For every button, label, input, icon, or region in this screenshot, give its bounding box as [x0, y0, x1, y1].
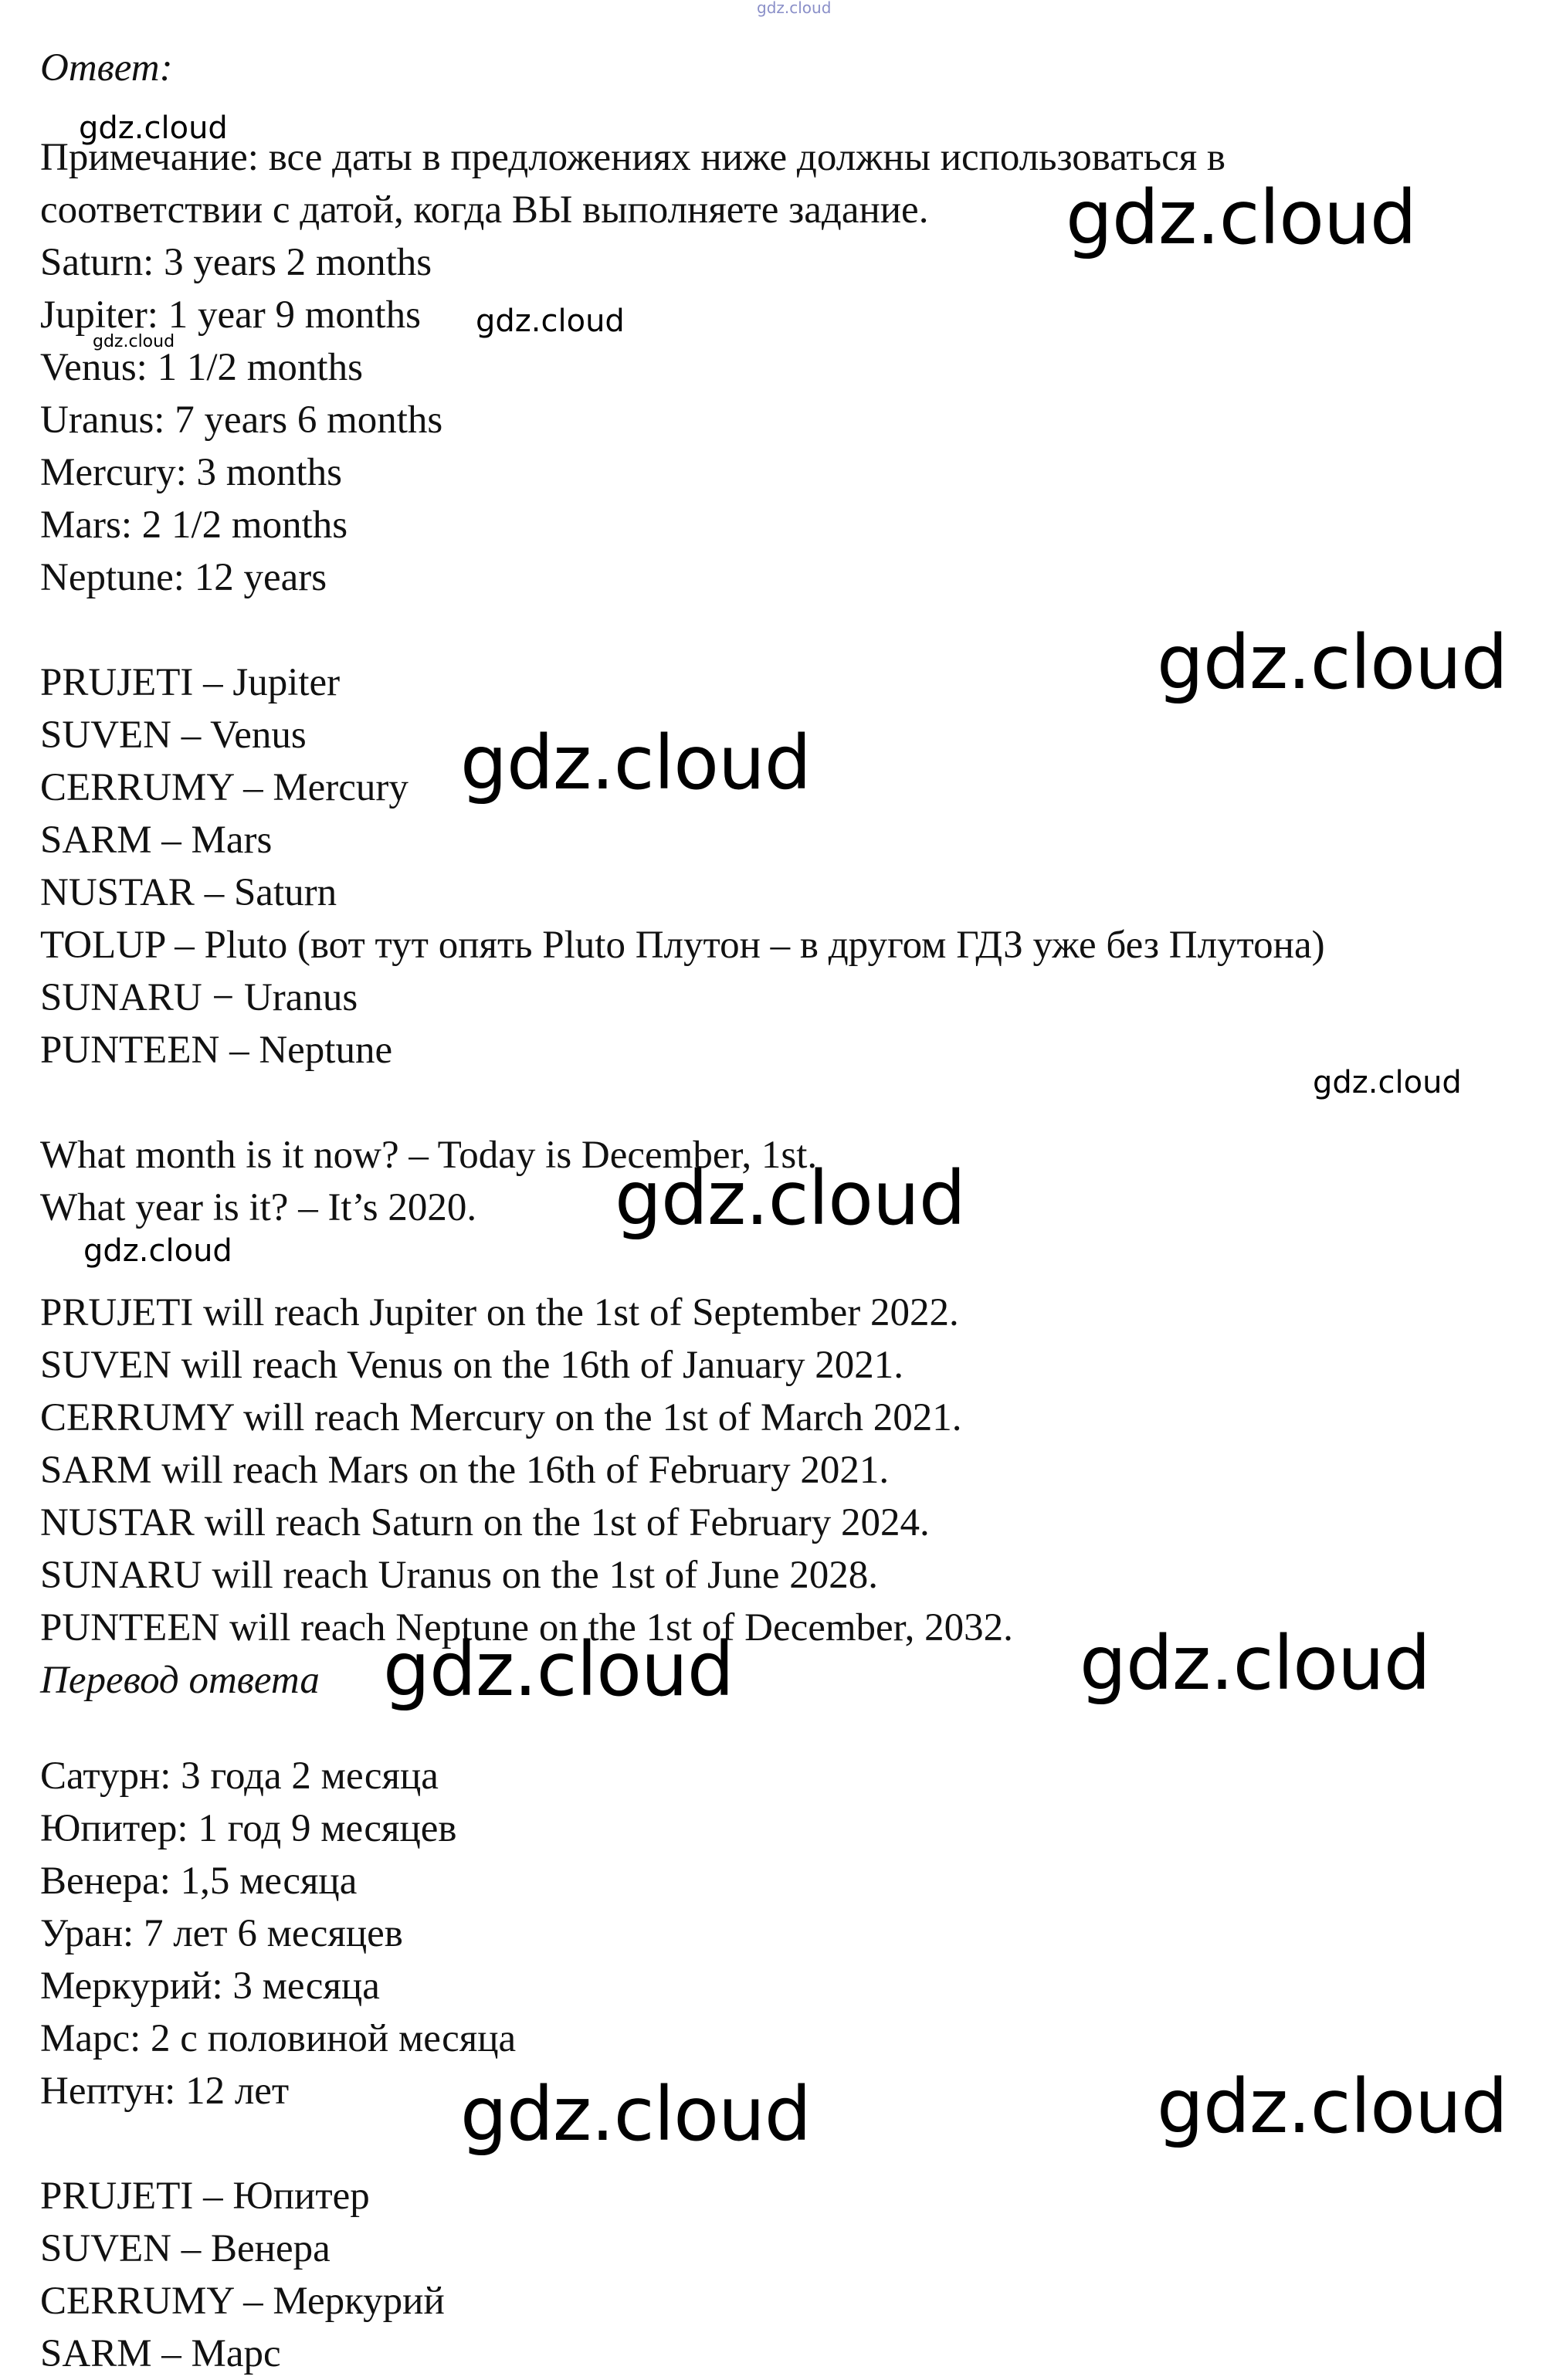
anagram-line: SUVEN – Venus — [40, 714, 307, 757]
anagram-line: PRUJETI – Jupiter — [40, 661, 341, 704]
translation-anagram-line: SARM – Марс — [40, 2332, 281, 2375]
watermark: gdz.cloud — [1313, 1065, 1462, 1100]
question-line: What month is it now? – Today is December, 1st. — [40, 1134, 818, 1177]
anagram-line: NUSTAR – Saturn — [40, 871, 337, 914]
anagram-line: SARM – Mars — [40, 819, 273, 862]
watermark: gdz.cloud — [1066, 175, 1416, 261]
duration-line: Neptune: 12 years — [40, 556, 327, 599]
anagram-line: PUNTEEN – Neptune — [40, 1029, 393, 1072]
arrival-line: SUVEN will reach Venus on the 16th of January 2021. — [40, 1344, 904, 1387]
watermark: gdz.cloud — [460, 2071, 811, 2158]
translation-duration-line: Юпитер: 1 год 9 месяцев — [40, 1807, 457, 1850]
duration-line: Uranus: 7 years 6 months — [40, 398, 443, 442]
note-line: соответствии с датой, когда ВЫ выполняете задание. — [40, 188, 929, 232]
watermark: gdz.cloud — [757, 0, 832, 17]
translation-duration-line: Уран: 7 лет 6 месяцев — [40, 1912, 403, 1955]
translation-duration-line: Венера: 1,5 месяца — [40, 1860, 358, 1903]
anagram-line: TOLUP – Pluto (вот тут опять Pluto Плутон – в другом ГДЗ уже без Плутона) — [40, 924, 1325, 967]
translation-anagram-line: SUVEN – Венера — [40, 2227, 331, 2270]
watermark: gdz.cloud — [79, 110, 228, 146]
translation-duration-line: Нептун: 12 лет — [40, 2070, 290, 2113]
note-line: Примечание: все даты в предложениях ниже должны использоваться в — [40, 136, 1226, 179]
watermark: gdz.cloud — [460, 720, 811, 806]
arrival-line: NUSTAR will reach Saturn on the 1st of February 2024. — [40, 1501, 930, 1544]
translation-duration-line: Меркурий: 3 месяца — [40, 1965, 380, 2008]
arrival-line: PUNTEEN will reach Neptune on the 1st of December, 2032. — [40, 1606, 1013, 1649]
watermark: gdz.cloud — [83, 1233, 232, 1269]
arrival-line: CERRUMY will reach Mercury on the 1st of March 2021. — [40, 1396, 962, 1439]
translation-duration-line: Сатурн: 3 года 2 месяца — [40, 1754, 439, 1798]
translation-anagram-line: PRUJETI – Юпитер — [40, 2175, 370, 2218]
anagram-line: SUNARU − Uranus — [40, 976, 358, 1019]
translation-anagram-line: CERRUMY – Меркурий — [40, 2280, 445, 2323]
duration-line: Jupiter: 1 year 9 months — [40, 293, 421, 337]
arrival-line: SARM will reach Mars on the 16th of February 2021. — [40, 1449, 890, 1492]
watermark: gdz.cloud — [1080, 1620, 1430, 1707]
translation-heading: Перевод ответа — [40, 1659, 320, 1702]
arrival-line: PRUJETI will reach Jupiter on the 1st of September 2022. — [40, 1291, 959, 1334]
arrival-line: SUNARU will reach Uranus on the 1st of June 2028. — [40, 1554, 879, 1597]
watermark: gdz.cloud — [383, 1626, 734, 1713]
answer-heading: Ответ: — [40, 46, 173, 90]
duration-line: Venus: 1 1/2 months — [40, 346, 363, 389]
watermark: gdz.cloud — [1157, 2063, 1507, 2150]
duration-line: Mars: 2 1/2 months — [40, 503, 348, 547]
watermark: gdz.cloud — [476, 303, 625, 339]
duration-line: Saturn: 3 years 2 months — [40, 241, 432, 284]
watermark: gdz.cloud — [93, 332, 175, 351]
watermark: gdz.cloud — [615, 1155, 965, 1242]
watermark: gdz.cloud — [1157, 619, 1507, 706]
translation-duration-line: Марс: 2 с половиной месяца — [40, 2017, 517, 2060]
question-line: What year is it? – It’s 2020. — [40, 1186, 477, 1229]
anagram-line: CERRUMY – Mercury — [40, 766, 408, 809]
duration-line: Mercury: 3 months — [40, 451, 342, 494]
